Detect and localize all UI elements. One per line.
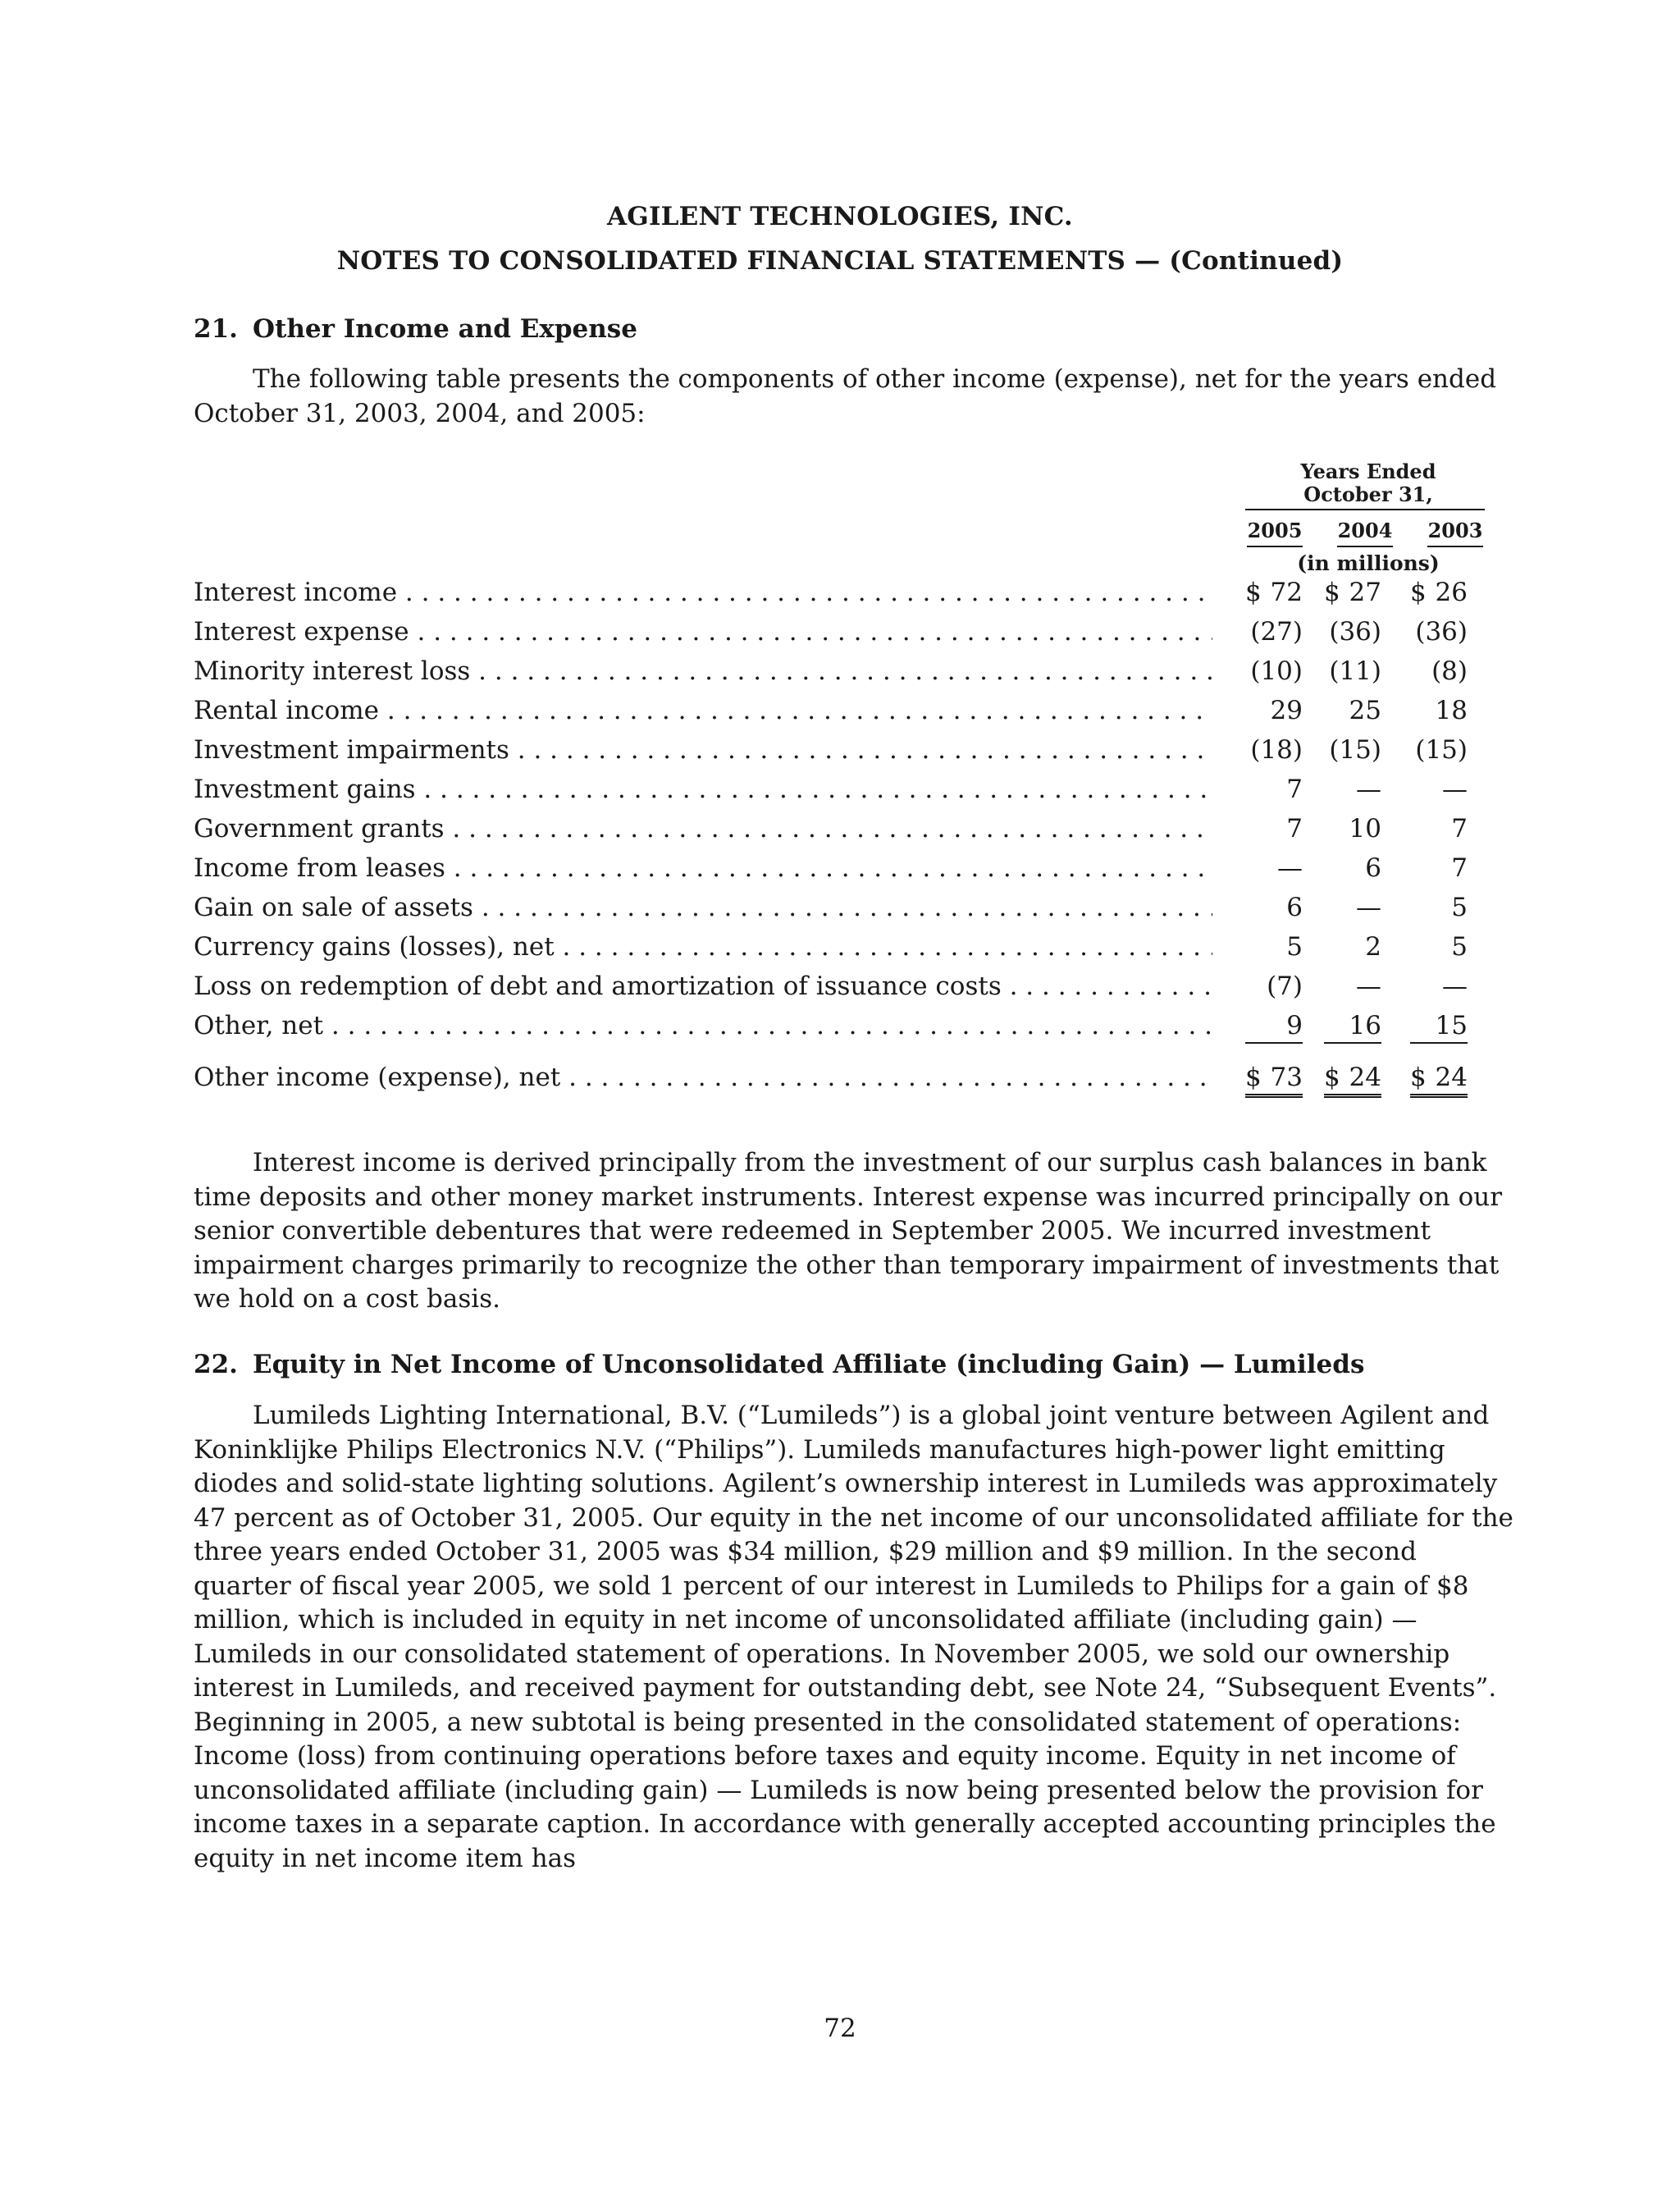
dollar-sign: $	[1410, 1063, 1427, 1092]
value-2005: —	[1277, 853, 1303, 883]
value-2004: (36)	[1329, 617, 1381, 647]
value-2003: —	[1442, 775, 1468, 804]
section-21-discussion: Interest income is derived principally from the investment of our surplus cash balances in bank time deposits and other money market instruments. Interest expense was incurred principally on our senior convertible debentures that were redeemed in September 2005. We incurred investment impairment charges primarily to recognize the other than temporary impairment of investments that we hold on a cost basis.	[194, 1148, 1503, 1314]
row-label: Investment impairments . . .	[194, 734, 1212, 766]
table-units: (in millions)	[1297, 551, 1440, 575]
group-header-rule	[1245, 509, 1485, 510]
row-label: Income from leases . . .	[194, 852, 1212, 885]
total-2005: 73	[1270, 1063, 1303, 1092]
section-22-body: Lumileds Lighting International, B.V. (“Lumileds”) is a global joint venture between Agilent and Koninklijke Philips Electronics N.V. (“Philips”). Lumileds manufactures high-power light emitting diodes and solid-state lighting solutions. Agilent’s ownership interest in Lumileds was approximately 47 percent as of October 31, 2005. Our equity in the net income of our unconsolidated affiliate for the three years ended October 31, 2005 was $34 million, $29 million and $9 million. In the second quarter of fiscal year 2005, we sold 1 percent of our interest in Lumileds to Philips for a gain of $8 million, which is included in equity in net income of unconsolidated affiliate (including gain) — Lumileds in our consolidated statement of operations. In November 2005, we sold our ownership interest in Lumileds, and received payment for outstanding debt, see Note 24, “Subsequent Events”. Beginning in 2005, a new subtotal is being presented in the consolidated statement of operations: Income (loss) from continuing operations before taxes and equity income. Equity in net income of unconsolidated affiliate (including gain) — Lumileds is now being presented below the provision for income taxes in a separate caption. In accordance with generally accepted accounting principles the equity in net income item has	[194, 1401, 1513, 1873]
value-2004: —	[1356, 775, 1381, 804]
value-2003: —	[1442, 972, 1468, 1001]
value-2003: 15	[1410, 1009, 1468, 1044]
table-row	[194, 694, 1490, 727]
table-row	[194, 773, 1490, 806]
section-21-number: 21.	[194, 314, 238, 344]
row-label: Loss on redemption of debt and amortization of issuance costs . . .	[194, 970, 1212, 1003]
section-21-intro: The following table presents the components of other income (expense), net for the years ended October 31, 2003, 2004, and 2005:	[194, 364, 1497, 428]
value-2005: (10)	[1250, 656, 1303, 686]
dollar-sign: $	[1324, 1063, 1340, 1092]
column-header-2004: 2004	[1337, 519, 1393, 542]
value-2004: —	[1356, 972, 1381, 1001]
table-row	[194, 734, 1490, 766]
value-2003: (15)	[1415, 735, 1468, 765]
value-2003: 5	[1451, 893, 1468, 922]
value-2005: 7	[1286, 775, 1303, 804]
value-2004: 25	[1349, 696, 1381, 725]
value-2003: 7	[1451, 853, 1468, 883]
row-label: Investment gains . . .	[194, 773, 1212, 806]
value-2003: 18	[1435, 696, 1468, 725]
value-2005: 29	[1270, 696, 1303, 725]
table-group-header-line2: October 31,	[1303, 482, 1433, 506]
value-2003: 5	[1451, 932, 1468, 962]
value-2004: 16	[1324, 1009, 1381, 1044]
table-row	[194, 930, 1490, 963]
value-2005: 9	[1245, 1009, 1303, 1044]
value-2005: (18)	[1250, 735, 1303, 765]
row-label: Interest expense . . .	[194, 615, 1212, 648]
value-2004: (15)	[1329, 735, 1381, 765]
row-label: Government grants . . .	[194, 812, 1212, 845]
value-2004: (11)	[1329, 656, 1381, 686]
value-2003: 7	[1451, 814, 1468, 844]
table-row	[194, 812, 1490, 845]
row-label: Minority interest loss . . .	[194, 655, 1212, 688]
section-22-number: 22.	[194, 1350, 238, 1379]
table-row	[194, 970, 1490, 1003]
value-2003: (36)	[1415, 617, 1468, 647]
value-2005: (7)	[1267, 972, 1303, 1001]
value-2003: (8)	[1431, 656, 1468, 686]
dollar-sign: $	[1324, 578, 1340, 607]
row-label: Interest income . . .	[194, 576, 1212, 609]
value-2003: 26	[1435, 578, 1468, 607]
table-group-header-line1: Years Ended	[1300, 459, 1436, 483]
section-22-heading	[194, 1350, 1364, 1379]
row-label: Rental income . . .	[194, 694, 1212, 727]
value-2004: 10	[1349, 814, 1381, 844]
table-row	[194, 891, 1490, 924]
value-2004: 27	[1349, 578, 1381, 607]
page-number: 72	[824, 2014, 856, 2043]
table-row	[194, 655, 1490, 688]
value-2005: 6	[1286, 893, 1303, 922]
value-2004: —	[1356, 893, 1381, 922]
company-name: AGILENT TECHNOLOGIES, INC.	[607, 202, 1073, 231]
value-2005: 5	[1286, 932, 1303, 962]
section-21-heading	[194, 314, 637, 344]
section-22-title: Equity in Net Income of Unconsolidated Affiliate (including Gain) — Lumileds	[253, 1350, 1365, 1379]
table-row	[194, 615, 1490, 648]
row-label: Currency gains (losses), net . . .	[194, 930, 1212, 963]
row-label: Other, net . . .	[194, 1009, 1212, 1042]
dollar-sign: $	[1245, 1063, 1262, 1092]
column-header-2003: 2003	[1427, 519, 1483, 542]
row-label: Gain on sale of assets . . .	[194, 891, 1212, 924]
column-header-2005: 2005	[1247, 519, 1303, 542]
value-2005: (27)	[1250, 617, 1303, 647]
value-2005: 7	[1286, 814, 1303, 844]
table-row	[194, 852, 1490, 885]
notes-title: NOTES TO CONSOLIDATED FINANCIAL STATEMENTS — (Continued)	[336, 246, 1344, 276]
table-row	[194, 1009, 1490, 1042]
table-total-row	[194, 1061, 1490, 1094]
total-label: Other income (expense), net . . .	[194, 1061, 1212, 1094]
value-2005: 72	[1270, 578, 1303, 607]
total-2003: 24	[1435, 1063, 1468, 1092]
section-21-title: Other Income and Expense	[253, 314, 637, 344]
value-2004: 6	[1365, 853, 1381, 883]
value-2004: 2	[1365, 932, 1381, 962]
dollar-sign: $	[1410, 578, 1427, 607]
total-2004: 24	[1349, 1063, 1381, 1092]
table-row	[194, 576, 1490, 609]
dollar-sign: $	[1245, 578, 1262, 607]
